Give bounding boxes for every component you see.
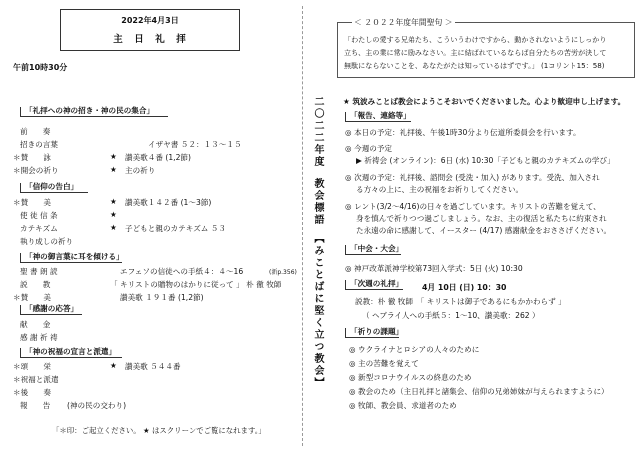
announcement-item: ◎ 今週の予定: [345, 144, 393, 153]
announcement-item: ◎ 本日の予定：礼拝後、午後1時30分より伝道所委員会を行います。: [345, 128, 581, 137]
next-service-date: 4月 10日 (日) 10：30: [422, 283, 507, 292]
footnote: 「＊印：ご起立ください。 ★ はスクリーンでご覧になれます。」: [52, 426, 266, 435]
order-item: 報 告: [20, 401, 51, 410]
announcement-line: ▶ 祈祷会 (オンライン)：6日 (水) 10:30「子どもと親のカテキズムの学び」: [356, 156, 615, 165]
order-content: 讃美歌 １９１番 (1,2節): [120, 293, 204, 302]
presbytery-heading: 「中会・大会」: [345, 245, 401, 255]
service-title: 主 日 礼 拝: [113, 34, 187, 45]
star-mark: ★: [110, 361, 117, 370]
service-date: 2022年4月3日: [121, 16, 179, 25]
verse-heading: ＜ ２０２２年度年間聖句 ＞: [354, 18, 453, 27]
order-item: 感 謝 祈 祷: [20, 333, 58, 342]
next-service-sermon: 説教：朴 徹 牧師 「 キリストは御子であるにもかかわらず 」: [355, 297, 566, 306]
presbytery-item: ◎ 神戸改革派神学校第73回入学式：5日 (火) 10:30: [345, 264, 523, 273]
order-item: 献 金: [20, 320, 51, 329]
order-content: 讃美歌１４２番 (1〜3節): [125, 198, 212, 207]
order-content: 讃美歌４番 (1,2節): [125, 153, 191, 162]
order-item: 聖 書 朗 読: [20, 267, 58, 276]
order-item: 前 奏: [20, 127, 51, 136]
service-time: 午前10時30分: [13, 63, 68, 72]
order-item: ＊後 奏: [13, 388, 51, 397]
verse-line: 立ち、主の業に常に励みなさい。主に結ばれているならば自分たちの苦労が決して: [344, 48, 607, 57]
column-divider: [302, 6, 303, 446]
prayer-item: ◎ ウクライナとロシアの人々のために: [349, 345, 480, 354]
order-content: エフェソの信徒への手紙４：４〜16: [120, 267, 244, 276]
next-service-heading: 「次週の礼拝」: [345, 280, 403, 290]
section-heading-4: 「感謝の応答」: [20, 305, 82, 315]
star-mark: ★: [110, 152, 117, 161]
prayer-item: ◎ 教会のため（主日礼拝と諸集会、信仰の兄弟姉妹が与えられますように）: [349, 387, 609, 396]
announcement-item: ◎ レント(3/2〜4/16)の日々を過ごしています。キリストの苦難を覚えて、: [345, 202, 601, 211]
next-service-scripture: （ ヘブライ人への手紙５：1〜10、讃美歌：262 ）: [362, 311, 540, 320]
star-mark: ★: [110, 223, 117, 232]
welcome-message: ★ 筑波みことば教会にようこそおいでくださいました。心より歓迎申し上げます。: [343, 97, 626, 106]
order-content: 主の祈り: [125, 166, 156, 175]
star-mark: ★: [110, 165, 117, 174]
order-content: (神の民の交わり): [67, 401, 127, 410]
verse-line: 「わたしの愛する兄弟たち、こういうわけですから、動かされないようにしっかり: [344, 35, 607, 44]
verse-line: 無駄にならないことを、あなたがたは知っているはずです。」 (1コリント15：58): [344, 61, 605, 70]
announcements-heading: 「報告、連絡等」: [345, 112, 411, 122]
section-heading-3: 「神の御言葉に耳を傾ける」: [20, 253, 122, 263]
order-content: イザヤ書 ５２：１３〜１５: [148, 140, 242, 149]
announcement-line: 身を慎んで祈りつつ過ごしましょう。なお、主の復活と私たちに約束され: [356, 214, 607, 223]
section-heading-5: 「神の祝福の宣言と派遣」: [20, 348, 122, 358]
order-item: カテキズム: [20, 224, 58, 233]
order-item: ＊頌 栄: [13, 362, 51, 371]
order-item: 招きの言葉: [20, 140, 58, 149]
order-item: ＊祝福と派遣: [13, 375, 59, 384]
order-item: 説 教: [20, 280, 51, 289]
order-item: 執り成しの祈り: [20, 237, 74, 246]
motto-label: 教会標語: [312, 178, 323, 226]
order-item: ＊賛 美: [13, 293, 51, 302]
year-label: 二〇二二年度: [312, 96, 323, 168]
order-item: ＊賛 美: [13, 198, 51, 207]
page-reference: (新p.356): [269, 269, 297, 276]
prayer-item: ◎ 主の苦難を覚えて: [349, 359, 419, 368]
prayer-item: ◎ 牧師、教会員、求道者のため: [349, 401, 457, 410]
star-mark: ★: [110, 197, 117, 206]
announcement-line: る方々の上に、主の祝福をお祈りしてください。: [356, 185, 524, 194]
order-item: ＊開会の祈り: [13, 166, 59, 175]
section-heading-2: 「信仰の告白」: [20, 183, 88, 193]
section-heading-1: 「礼拝への神の招き・神の民の集合」: [20, 107, 168, 117]
star-mark: ★: [110, 210, 117, 219]
order-content: 讃美歌 ５４４番: [125, 362, 181, 371]
prayer-heading: 「祈りの課題」: [345, 328, 399, 338]
order-item: ＊賛 詠: [13, 153, 51, 162]
order-content: 子どもと親のカテキズム ５３: [125, 224, 226, 233]
announcement-item: ◎ 次週の予定：礼拝後、諮問会 (受洗・加入) があります。受洗、加入され: [345, 173, 600, 182]
order-item: 使 徒 信 条: [20, 211, 58, 220]
order-content: 「 キリストの贈物のはかりに従って 」 朴 徹 牧師: [110, 280, 282, 289]
church-motto: 【みことばに堅く立つ教会】: [312, 233, 323, 389]
prayer-item: ◎ 新型コロナウイルスの終息のため: [349, 373, 472, 382]
announcement-line: た永遠の命に感謝して、イースター (4/17) 感謝献金をおささげください。: [356, 226, 612, 235]
